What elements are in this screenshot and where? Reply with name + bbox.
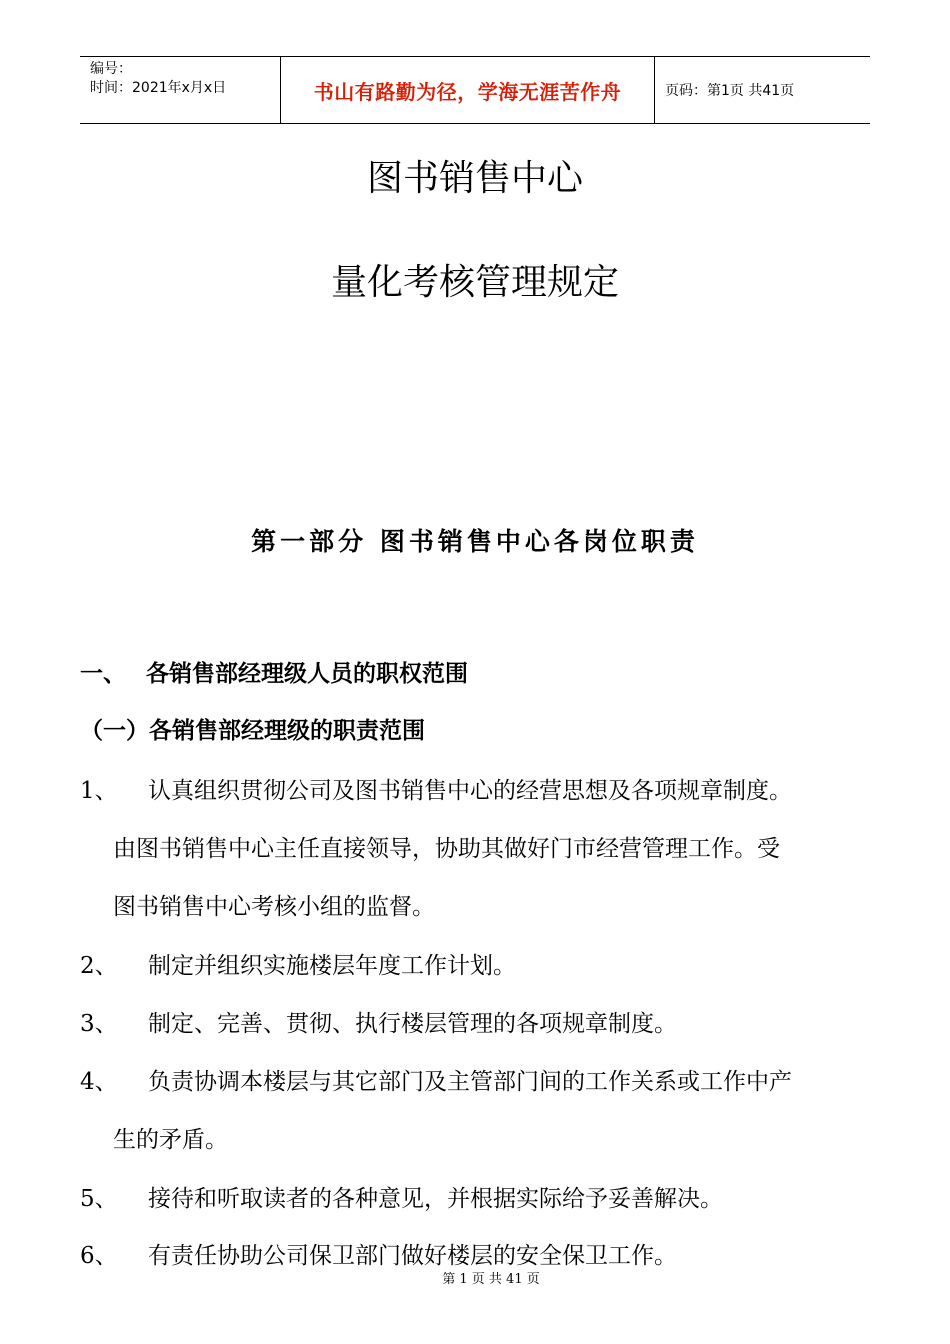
section-title: 各销售部经理级人员的职权范围: [146, 661, 468, 687]
item-text: 负责协调本楼层与其它部门及主管部门间的工作关系或工作中产: [148, 1069, 792, 1095]
section-number: 一、: [80, 661, 126, 687]
item-number: 2、: [80, 953, 118, 979]
item-text: 有责任协助公司保卫部门做好楼层的安全保卫工作。: [148, 1243, 677, 1269]
item-text: 由图书销售中心主任直接领导，协助其做好门市经营管理工作。受: [113, 836, 780, 862]
subsection-heading: （一）各销售部经理级的职责范围: [80, 718, 425, 744]
item-text: 制定、完善、贯彻、执行楼层管理的各项规章制度。: [148, 1011, 677, 1037]
item-number: 1、: [80, 778, 118, 804]
header-table: [80, 56, 870, 124]
item-number: 5、: [80, 1186, 118, 1212]
page-footer: 第 1 页 共 41 页: [442, 1272, 540, 1287]
item-text: 制定并组织实施楼层年度工作计划。: [148, 953, 516, 979]
header-motto: 书山有路勤为径，学海无涯苦作舟: [281, 57, 655, 123]
header-meta: [80, 57, 281, 123]
item-text: 生的矛盾。: [113, 1127, 228, 1153]
item-text: 图书销售中心考核小组的监督。: [113, 894, 435, 920]
header-page-info: 页码：第1页 共41页: [665, 83, 795, 99]
item-text: 接待和听取读者的各种意见，并根据实际给予妥善解决。: [148, 1186, 723, 1212]
item-number: 3、: [80, 1011, 118, 1037]
document-date: 时间：2021年x月x日: [90, 80, 227, 96]
item-text: 认真组织贯彻公司及图书销售中心的经营思想及各项规章制度。: [148, 778, 792, 804]
item-number: 4、: [80, 1069, 118, 1095]
document-title-line2: 量化考核管理规定: [330, 262, 619, 303]
section-heading: [80, 655, 468, 688]
document-number-label: 编号：: [90, 61, 132, 77]
item-number: 6、: [80, 1243, 118, 1269]
part-heading: 第一部分 图书销售中心各岗位职责: [251, 527, 699, 556]
document-title-line1: 图书销售中心: [366, 158, 583, 199]
